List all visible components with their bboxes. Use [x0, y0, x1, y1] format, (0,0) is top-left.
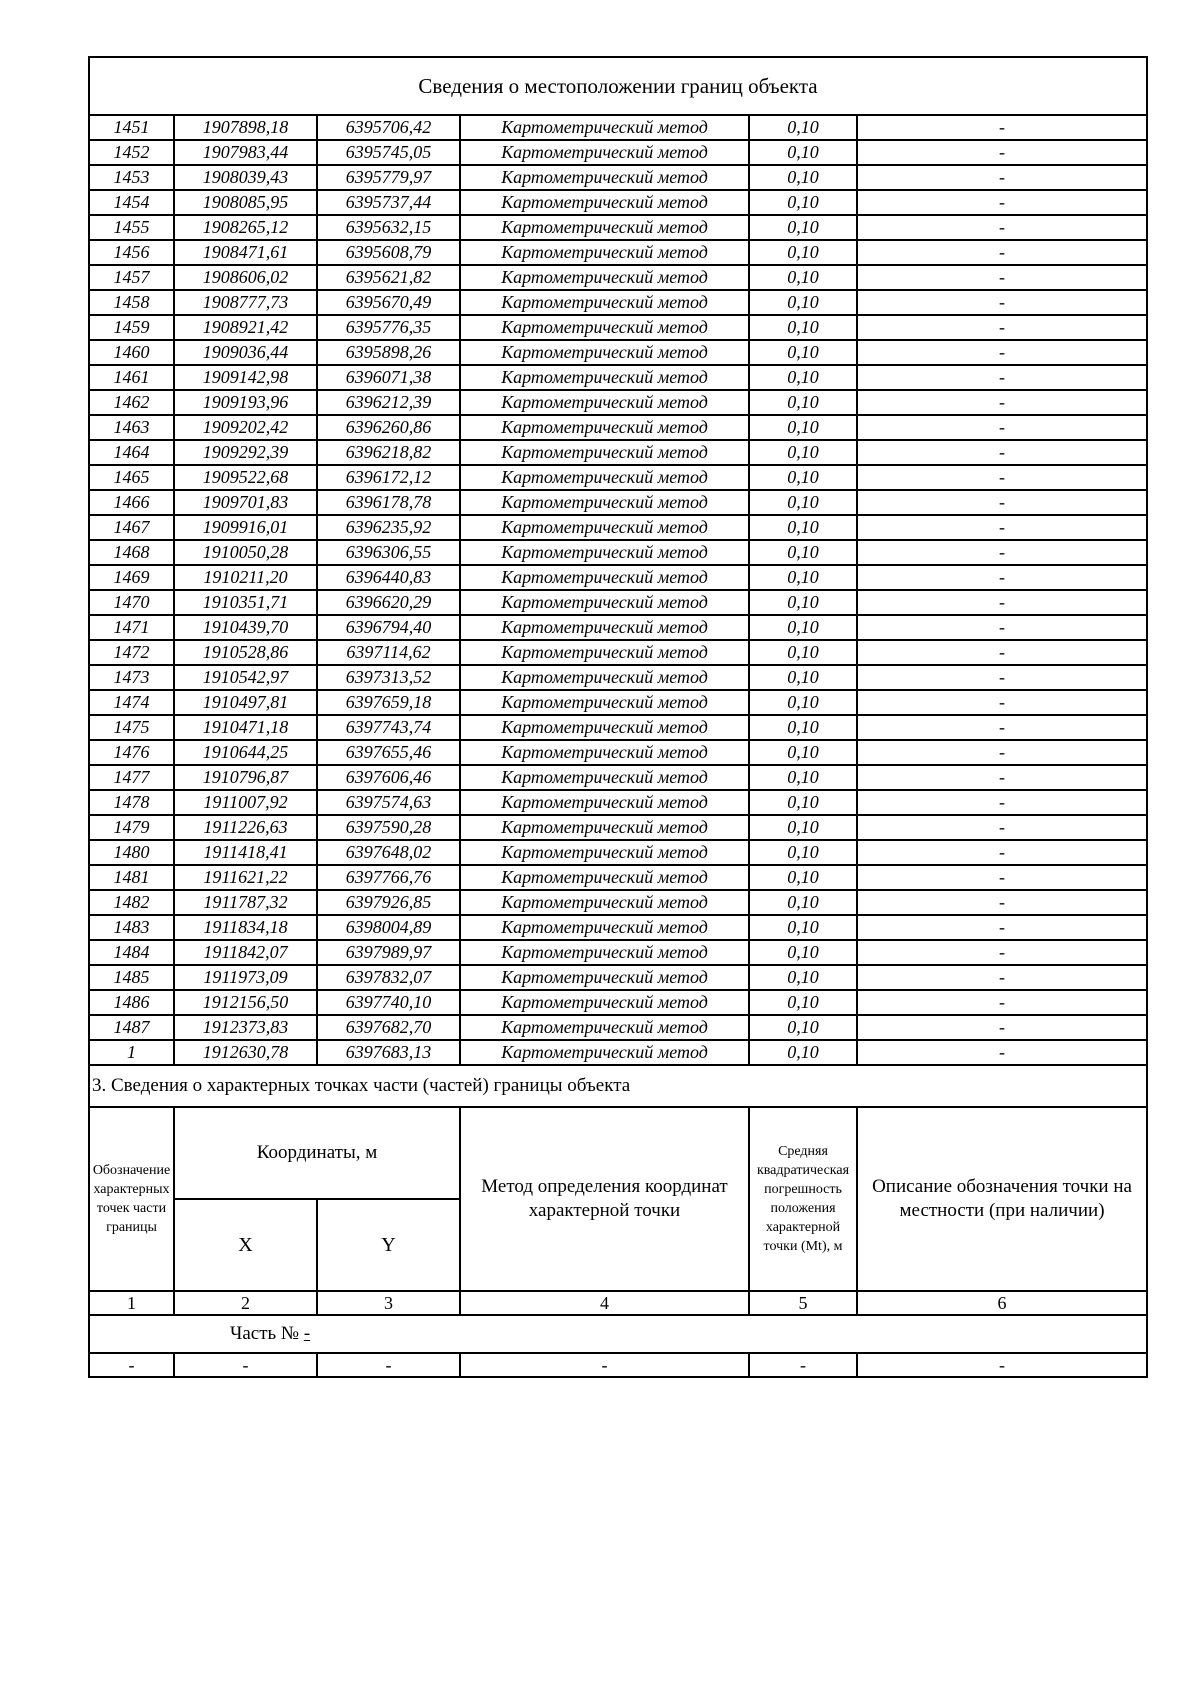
description: -: [857, 765, 1147, 790]
table-row: [89, 440, 1147, 465]
table-row: [89, 665, 1147, 690]
header-description: Описание обозначения точки на местности (при наличии): [857, 1107, 1147, 1291]
coordinate-y: 6397648,02: [317, 840, 460, 865]
method: Картометрический метод: [460, 165, 749, 190]
error-mt: 0,10: [749, 540, 857, 565]
coordinate-y: 6396172,12: [317, 465, 460, 490]
error-mt: 0,10: [749, 165, 857, 190]
error-mt: 0,10: [749, 715, 857, 740]
error-mt: 0,10: [749, 190, 857, 215]
method: Картометрический метод: [460, 440, 749, 465]
table-row: [89, 1040, 1147, 1065]
description: -: [857, 990, 1147, 1015]
description: -: [857, 215, 1147, 240]
coordinate-x: 1910644,25: [174, 740, 317, 765]
coordinate-y: 6398004,89: [317, 915, 460, 940]
point-number: 1476: [89, 740, 174, 765]
empty-cell: -: [174, 1353, 317, 1377]
method: Картометрический метод: [460, 815, 749, 840]
table-row: [89, 765, 1147, 790]
coordinate-y: 6396260,86: [317, 415, 460, 440]
table-row: [89, 790, 1147, 815]
error-mt: 0,10: [749, 115, 857, 140]
error-mt: 0,10: [749, 990, 857, 1015]
description: -: [857, 115, 1147, 140]
table-row: [89, 240, 1147, 265]
coordinate-x: 1908777,73: [174, 290, 317, 315]
table-row: [89, 690, 1147, 715]
column-number: 6: [857, 1291, 1147, 1315]
empty-cell: -: [857, 1353, 1147, 1377]
table-row: [89, 215, 1147, 240]
coordinate-x: 1911973,09: [174, 965, 317, 990]
point-number: 1483: [89, 915, 174, 940]
method: Картометрический метод: [460, 515, 749, 540]
error-mt: 0,10: [749, 315, 857, 340]
coordinate-y: 6397313,52: [317, 665, 460, 690]
table-row: [89, 990, 1147, 1015]
point-number: 1466: [89, 490, 174, 515]
coordinate-x: 1912156,50: [174, 990, 317, 1015]
coordinate-x: 1910542,97: [174, 665, 317, 690]
coordinate-y: 6397574,63: [317, 790, 460, 815]
method: Картометрический метод: [460, 215, 749, 240]
coordinate-x: 1908085,95: [174, 190, 317, 215]
point-number: 1486: [89, 990, 174, 1015]
coordinate-x: 1911226,63: [174, 815, 317, 840]
description: -: [857, 1015, 1147, 1040]
table-row: [89, 965, 1147, 990]
table-row: [89, 565, 1147, 590]
error-mt: 0,10: [749, 1040, 857, 1065]
table-row: [89, 290, 1147, 315]
description: -: [857, 240, 1147, 265]
method: Картометрический метод: [460, 665, 749, 690]
error-mt: 0,10: [749, 215, 857, 240]
description: -: [857, 365, 1147, 390]
coordinate-x: 1907898,18: [174, 115, 317, 140]
description: -: [857, 690, 1147, 715]
point-number: 1472: [89, 640, 174, 665]
table-row: [89, 390, 1147, 415]
point-number: 1482: [89, 890, 174, 915]
description: -: [857, 465, 1147, 490]
description: -: [857, 140, 1147, 165]
part-label: Часть №: [230, 1323, 300, 1344]
point-number: 1464: [89, 440, 174, 465]
table-row: [89, 490, 1147, 515]
error-mt: 0,10: [749, 965, 857, 990]
method: Картометрический метод: [460, 140, 749, 165]
coordinate-x: 1910471,18: [174, 715, 317, 740]
description: -: [857, 790, 1147, 815]
description: -: [857, 740, 1147, 765]
point-number: 1452: [89, 140, 174, 165]
method: Картометрический метод: [460, 715, 749, 740]
coordinate-y: 6396306,55: [317, 540, 460, 565]
point-number: 1474: [89, 690, 174, 715]
coordinate-y: 6395608,79: [317, 240, 460, 265]
error-mt: 0,10: [749, 415, 857, 440]
coordinate-y: 6397989,97: [317, 940, 460, 965]
coordinate-x: 1909202,42: [174, 415, 317, 440]
description: -: [857, 290, 1147, 315]
coordinate-x: 1910439,70: [174, 615, 317, 640]
error-mt: 0,10: [749, 665, 857, 690]
point-number: 1462: [89, 390, 174, 415]
coordinate-y: 6395776,35: [317, 315, 460, 340]
description: -: [857, 265, 1147, 290]
description: -: [857, 865, 1147, 890]
coordinate-y: 6397743,74: [317, 715, 460, 740]
error-mt: 0,10: [749, 815, 857, 840]
column-number: 1: [89, 1291, 174, 1315]
method: Картометрический метод: [460, 915, 749, 940]
coordinate-y: 6396178,78: [317, 490, 460, 515]
method: Картометрический метод: [460, 990, 749, 1015]
error-mt: 0,10: [749, 590, 857, 615]
coordinate-y: 6397655,46: [317, 740, 460, 765]
method: Картометрический метод: [460, 490, 749, 515]
point-number: 1451: [89, 115, 174, 140]
table-row: [89, 615, 1147, 640]
coordinate-x: 1908606,02: [174, 265, 317, 290]
coordinate-x: 1912373,83: [174, 1015, 317, 1040]
point-number: 1454: [89, 190, 174, 215]
coordinate-y: 6395670,49: [317, 290, 460, 315]
coordinate-x: 1908471,61: [174, 240, 317, 265]
table-row: [89, 815, 1147, 840]
header-x: X: [174, 1199, 317, 1291]
method: Картометрический метод: [460, 1040, 749, 1065]
point-number: 1477: [89, 765, 174, 790]
point-number: 1461: [89, 365, 174, 390]
description: -: [857, 340, 1147, 365]
empty-part-row: [89, 1353, 1147, 1377]
coordinate-y: 6396212,39: [317, 390, 460, 415]
coordinate-x: 1910528,86: [174, 640, 317, 665]
method: Картометрический метод: [460, 1015, 749, 1040]
table-row: [89, 1015, 1147, 1040]
coordinate-x: 1911418,41: [174, 840, 317, 865]
point-number: 1485: [89, 965, 174, 990]
error-mt: 0,10: [749, 265, 857, 290]
method: Картометрический метод: [460, 840, 749, 865]
error-mt: 0,10: [749, 1015, 857, 1040]
coordinate-y: 6397766,76: [317, 865, 460, 890]
coordinate-x: 1909193,96: [174, 390, 317, 415]
error-mt: 0,10: [749, 515, 857, 540]
point-number: 1453: [89, 165, 174, 190]
description: -: [857, 640, 1147, 665]
point-number: 1469: [89, 565, 174, 590]
column-numbers-row: [89, 1291, 1147, 1315]
method: Картометрический метод: [460, 540, 749, 565]
error-mt: 0,10: [749, 615, 857, 640]
method: Картометрический метод: [460, 690, 749, 715]
error-mt: 0,10: [749, 465, 857, 490]
method: Картометрический метод: [460, 115, 749, 140]
table-row: [89, 540, 1147, 565]
coordinate-y: 6397683,13: [317, 1040, 460, 1065]
coordinate-y: 6397659,18: [317, 690, 460, 715]
method: Картометрический метод: [460, 390, 749, 415]
point-number: 1475: [89, 715, 174, 740]
table-row: [89, 640, 1147, 665]
error-mt: 0,10: [749, 690, 857, 715]
method: Картометрический метод: [460, 315, 749, 340]
coordinate-x: 1911621,22: [174, 865, 317, 890]
header-y: Y: [317, 1199, 460, 1291]
part-value: -: [303, 1323, 311, 1344]
error-mt: 0,10: [749, 890, 857, 915]
table-row: [89, 890, 1147, 915]
coordinate-y: 6395779,97: [317, 165, 460, 190]
error-mt: 0,10: [749, 790, 857, 815]
error-mt: 0,10: [749, 765, 857, 790]
table-row: [89, 465, 1147, 490]
table-row: [89, 915, 1147, 940]
coordinate-y: 6396218,82: [317, 440, 460, 465]
method: Картометрический метод: [460, 340, 749, 365]
error-mt: 0,10: [749, 840, 857, 865]
method: Картометрический метод: [460, 465, 749, 490]
point-number: 1463: [89, 415, 174, 440]
coordinate-y: 6395632,15: [317, 215, 460, 240]
point-number: 1467: [89, 515, 174, 540]
empty-cell: -: [749, 1353, 857, 1377]
description: -: [857, 615, 1147, 640]
error-mt: 0,10: [749, 565, 857, 590]
method: Картометрический метод: [460, 415, 749, 440]
description: -: [857, 915, 1147, 940]
table-title: Сведения о местоположении границ объекта: [89, 57, 1147, 115]
point-number: 1484: [89, 940, 174, 965]
table-row: [89, 315, 1147, 340]
column-number: 3: [317, 1291, 460, 1315]
section-3-title: 3. Сведения о характерных точках части (частей) границы объекта: [89, 1065, 1147, 1107]
method: Картометрический метод: [460, 190, 749, 215]
table-row: [89, 365, 1147, 390]
header-mean-square-error: Средняя квадратическая погрешность положения характерной точки (Mt), м: [749, 1107, 857, 1291]
method: Картометрический метод: [460, 765, 749, 790]
description: -: [857, 1040, 1147, 1065]
table-row: [89, 265, 1147, 290]
coordinate-x: 1911842,07: [174, 940, 317, 965]
description: -: [857, 940, 1147, 965]
description: -: [857, 965, 1147, 990]
coordinate-y: 6397606,46: [317, 765, 460, 790]
empty-cell: -: [317, 1353, 460, 1377]
method: Картометрический метод: [460, 790, 749, 815]
description: -: [857, 540, 1147, 565]
coordinate-y: 6396071,38: [317, 365, 460, 390]
coordinate-y: 6397590,28: [317, 815, 460, 840]
table-row: [89, 415, 1147, 440]
table-row: [89, 865, 1147, 890]
point-number: 1473: [89, 665, 174, 690]
table-row: [89, 340, 1147, 365]
description: -: [857, 165, 1147, 190]
error-mt: 0,10: [749, 390, 857, 415]
coordinate-x: 1909522,68: [174, 465, 317, 490]
method: Картометрический метод: [460, 565, 749, 590]
coordinate-x: 1911787,32: [174, 890, 317, 915]
description: -: [857, 565, 1147, 590]
point-number: 1456: [89, 240, 174, 265]
error-mt: 0,10: [749, 240, 857, 265]
method: Картометрический метод: [460, 265, 749, 290]
description: -: [857, 515, 1147, 540]
coordinate-x: 1910497,81: [174, 690, 317, 715]
coordinate-y: 6396235,92: [317, 515, 460, 540]
coordinate-x: 1909036,44: [174, 340, 317, 365]
column-number: 4: [460, 1291, 749, 1315]
error-mt: 0,10: [749, 490, 857, 515]
error-mt: 0,10: [749, 290, 857, 315]
table-row: [89, 140, 1147, 165]
method: Картометрический метод: [460, 615, 749, 640]
coordinate-y: 6395737,44: [317, 190, 460, 215]
empty-cell: -: [89, 1353, 174, 1377]
method: Картометрический метод: [460, 240, 749, 265]
coordinate-x: 1909916,01: [174, 515, 317, 540]
method: Картометрический метод: [460, 890, 749, 915]
error-mt: 0,10: [749, 915, 857, 940]
coordinate-x: 1910796,87: [174, 765, 317, 790]
coordinate-y: 6397740,10: [317, 990, 460, 1015]
error-mt: 0,10: [749, 140, 857, 165]
method: Картометрический метод: [460, 365, 749, 390]
table-row: [89, 740, 1147, 765]
error-mt: 0,10: [749, 940, 857, 965]
point-number: 1: [89, 1040, 174, 1065]
description: -: [857, 490, 1147, 515]
coordinate-y: 6397832,07: [317, 965, 460, 990]
coordinate-y: 6395745,05: [317, 140, 460, 165]
coordinate-y: 6395706,42: [317, 115, 460, 140]
coordinate-x: 1909701,83: [174, 490, 317, 515]
point-number: 1471: [89, 615, 174, 640]
description: -: [857, 190, 1147, 215]
table-row: [89, 115, 1147, 140]
coordinate-x: 1908265,12: [174, 215, 317, 240]
coordinate-y: 6397114,62: [317, 640, 460, 665]
coordinate-x: 1910211,20: [174, 565, 317, 590]
coordinate-y: 6397926,85: [317, 890, 460, 915]
description: -: [857, 315, 1147, 340]
table-row: [89, 715, 1147, 740]
table-row: [89, 840, 1147, 865]
point-number: 1481: [89, 865, 174, 890]
coordinate-y: 6396794,40: [317, 615, 460, 640]
table-row: [89, 590, 1147, 615]
coordinate-x: 1911007,92: [174, 790, 317, 815]
coordinate-x: 1908039,43: [174, 165, 317, 190]
point-number: 1458: [89, 290, 174, 315]
description: -: [857, 590, 1147, 615]
coordinate-x: 1911834,18: [174, 915, 317, 940]
coordinate-x: 1912630,78: [174, 1040, 317, 1065]
header-method: Метод определения координат характерной точки: [460, 1107, 749, 1291]
point-number: 1455: [89, 215, 174, 240]
point-number: 1470: [89, 590, 174, 615]
error-mt: 0,10: [749, 740, 857, 765]
coordinate-y: 6397682,70: [317, 1015, 460, 1040]
point-number: 1465: [89, 465, 174, 490]
point-number: 1479: [89, 815, 174, 840]
point-number: 1468: [89, 540, 174, 565]
error-mt: 0,10: [749, 440, 857, 465]
description: -: [857, 440, 1147, 465]
table-row: [89, 165, 1147, 190]
table-row: [89, 190, 1147, 215]
point-number: 1459: [89, 315, 174, 340]
error-mt: 0,10: [749, 865, 857, 890]
description: -: [857, 390, 1147, 415]
error-mt: 0,10: [749, 365, 857, 390]
method: Картометрический метод: [460, 590, 749, 615]
table-row: [89, 515, 1147, 540]
part-number-row: [89, 1315, 1147, 1353]
coordinate-x: 1910050,28: [174, 540, 317, 565]
coordinate-x: 1910351,71: [174, 590, 317, 615]
description: -: [857, 665, 1147, 690]
column-number: 2: [174, 1291, 317, 1315]
error-mt: 0,10: [749, 340, 857, 365]
coordinate-y: 6396620,29: [317, 590, 460, 615]
coordinate-y: 6396440,83: [317, 565, 460, 590]
method: Картометрический метод: [460, 640, 749, 665]
description: -: [857, 715, 1147, 740]
method: Картометрический метод: [460, 290, 749, 315]
description: -: [857, 840, 1147, 865]
method: Картометрический метод: [460, 940, 749, 965]
header-coordinates: Координаты, м: [174, 1107, 460, 1199]
description: -: [857, 815, 1147, 840]
point-number: 1460: [89, 340, 174, 365]
coordinate-y: 6395621,82: [317, 265, 460, 290]
empty-cell: -: [460, 1353, 749, 1377]
coordinate-x: 1908921,42: [174, 315, 317, 340]
method: Картометрический метод: [460, 865, 749, 890]
column-number: 5: [749, 1291, 857, 1315]
table-row: [89, 940, 1147, 965]
header-designation: Обозначение характерных точек части границы: [89, 1107, 174, 1291]
coordinate-x: 1909292,39: [174, 440, 317, 465]
coordinate-y: 6395898,26: [317, 340, 460, 365]
boundary-coordinates-table: [88, 56, 1148, 1378]
point-number: 1457: [89, 265, 174, 290]
point-number: 1487: [89, 1015, 174, 1040]
point-number: 1480: [89, 840, 174, 865]
point-number: 1478: [89, 790, 174, 815]
method: Картометрический метод: [460, 740, 749, 765]
description: -: [857, 415, 1147, 440]
error-mt: 0,10: [749, 640, 857, 665]
coordinate-x: 1907983,44: [174, 140, 317, 165]
description: -: [857, 890, 1147, 915]
coordinate-x: 1909142,98: [174, 365, 317, 390]
method: Картометрический метод: [460, 965, 749, 990]
